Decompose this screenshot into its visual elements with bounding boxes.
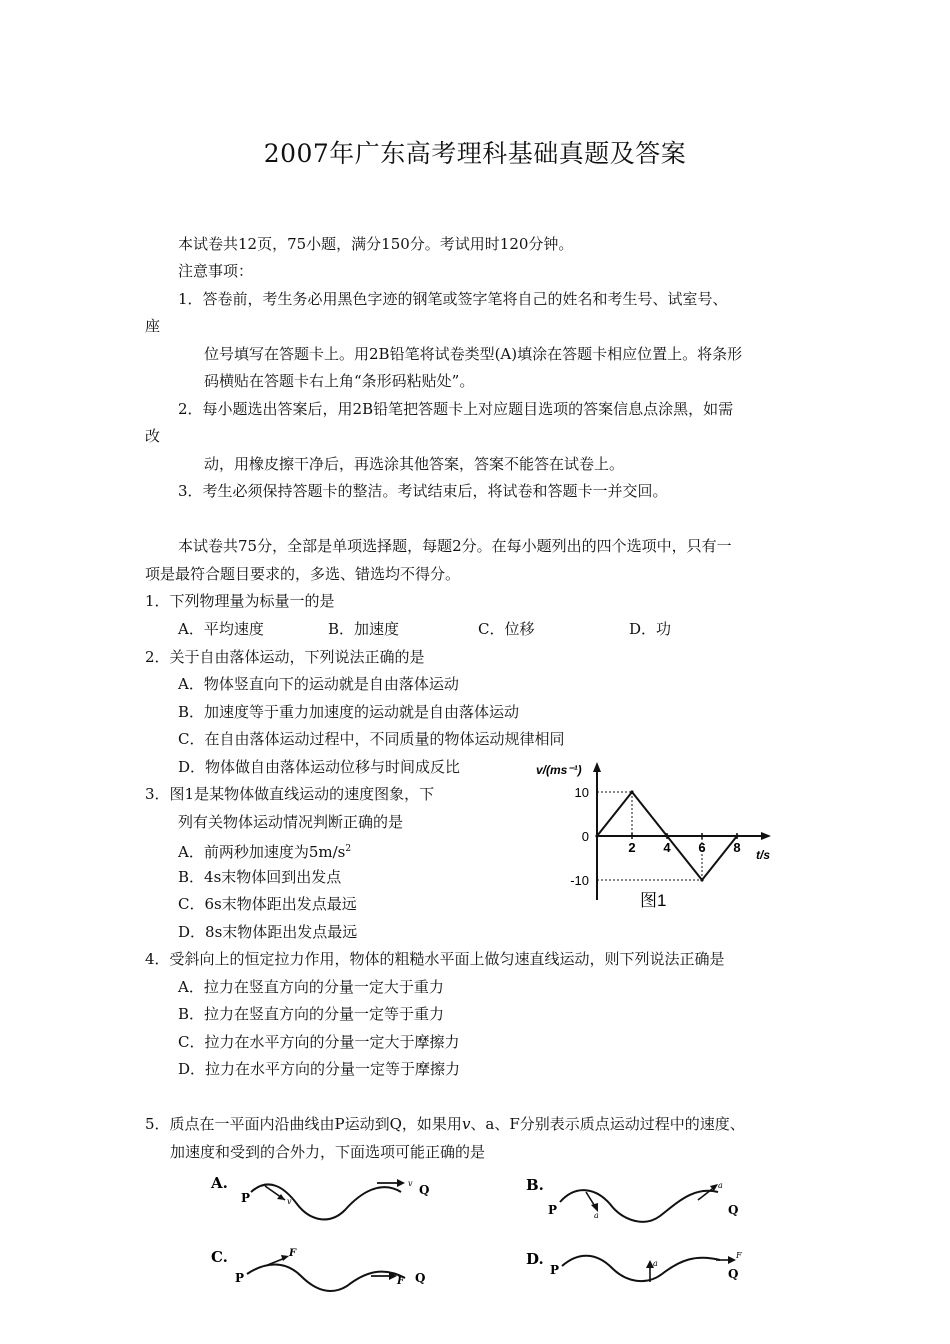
q2-stem: 2．关于自由落体运动，下列说法正确的是 bbox=[145, 648, 425, 666]
graph-axes bbox=[593, 762, 771, 900]
q5-stem-line-1 bbox=[145, 1114, 745, 1134]
x-axis-label: t/s bbox=[756, 848, 771, 862]
q4-option-d: D．拉力在水平方向的分量一定等于摩擦力 bbox=[178, 1060, 461, 1078]
point-q-label: Q bbox=[415, 1271, 426, 1285]
trajectory-curve bbox=[247, 1265, 405, 1291]
option-letter: A. bbox=[211, 1174, 228, 1192]
figure-caption: 图1 bbox=[640, 891, 667, 910]
q4-stem: 4．受斜向上的恒定拉力作用，物体的粗糙水平面上做匀速直线运动，则下列说法正确是 bbox=[145, 950, 725, 968]
arrowhead bbox=[281, 1255, 289, 1261]
x-tick-label: 2 bbox=[628, 840, 636, 855]
vector-label: F bbox=[397, 1276, 405, 1287]
point-p-label: P bbox=[235, 1271, 245, 1285]
q2-option-c: C．在自由落体运动过程中，不同质量的物体运动规律相同 bbox=[178, 730, 565, 748]
y-axis-arrowhead bbox=[593, 762, 601, 772]
q4-option-c: C．拉力在水平方向的分量一定大于摩擦力 bbox=[178, 1033, 460, 1051]
vector-label: v bbox=[408, 1179, 413, 1188]
vector-label: a bbox=[718, 1181, 723, 1190]
q3-option-a-text: A．前两秒加速度为5m/s bbox=[178, 843, 346, 861]
notice-1-line-c: 位号填写在答题卡上。用2B铅笔将试卷类型(A)填涂在答题卡相应位置上。将条形 bbox=[204, 345, 743, 363]
notice-2-line-a: 2．每小题选出答案后，用2B铅笔把答题卡上对应题目选项的答案信息点涂黑，如需 bbox=[178, 400, 734, 418]
y-axis-label: v/(ms⁻¹) bbox=[536, 763, 582, 777]
arrowhead bbox=[728, 1256, 736, 1264]
point-q-label: Q bbox=[419, 1183, 430, 1197]
q3-option-b: B．4s末物体回到出发点 bbox=[178, 868, 342, 886]
x-axis-arrowhead bbox=[761, 832, 771, 840]
option-letter: B. bbox=[526, 1176, 544, 1194]
q3-stem-line-1: 3．图1是某物体做直线运动的速度图象，下 bbox=[145, 785, 435, 803]
notice-2-line-c: 动，用橡皮擦干净后，再选涂其他答案，答案不能答在试卷上。 bbox=[204, 455, 625, 473]
q3-option-a-exponent: 2 bbox=[345, 844, 352, 854]
q2-option-a: A．物体竖直向下的运动就是自由落体运动 bbox=[178, 675, 459, 693]
notice-1-line-d: 码横贴在答题卡右上角“条形码粘贴处”。 bbox=[204, 372, 475, 390]
notice-heading: 注意事项： bbox=[178, 262, 254, 280]
y-tick-label: -10 bbox=[570, 873, 589, 888]
trajectory-curve bbox=[251, 1184, 401, 1219]
point-p-label: P bbox=[550, 1263, 560, 1277]
q3-option-a bbox=[178, 839, 351, 862]
notice-2-line-b: 改 bbox=[145, 427, 161, 445]
q1-option-c: C．位移 bbox=[478, 620, 535, 638]
q5-option-a-diagram bbox=[205, 1170, 445, 1236]
vector-label: F bbox=[289, 1248, 297, 1259]
notice-3-line: 3．考生必须保持答题卡的整洁。考试结束后，将试卷和答题卡一并交回。 bbox=[178, 482, 668, 500]
point-q-label: Q bbox=[728, 1203, 739, 1217]
y-tick-label: 0 bbox=[581, 829, 589, 844]
point-q-label: Q bbox=[728, 1267, 739, 1281]
q1-stem: 1．下列物理量为标量一的是 bbox=[145, 592, 335, 610]
vector-label: a bbox=[653, 1259, 658, 1268]
q1-option-b: B．加速度 bbox=[328, 620, 400, 638]
y-tick-label: 10 bbox=[574, 785, 589, 800]
vector-label: a bbox=[594, 1211, 599, 1220]
x-tick-label: 8 bbox=[733, 840, 741, 855]
q3-stem-line-2: 列有关物体运动情况判断正确的是 bbox=[178, 813, 404, 831]
figure-1-velocity-graph bbox=[528, 758, 788, 918]
vector-label: F bbox=[736, 1251, 742, 1260]
section-intro-line-1: 本试卷共75分，全部是单项选择题，每题2分。在每小题列出的四个选项中，只有一 bbox=[178, 537, 732, 555]
trajectory-curve bbox=[560, 1190, 718, 1222]
page-title: 2007年广东高考理科基础真题及答案 bbox=[263, 139, 687, 168]
option-letter: C. bbox=[211, 1248, 228, 1266]
notice-1-line-a: 1．答卷前，考生务必用黑色字迹的钢笔或签字笔将自己的姓名和考生号、试室号、 bbox=[178, 290, 728, 308]
q4-option-a: A．拉力在竖直方向的分量一定大于重力 bbox=[178, 978, 444, 996]
q5-stem-text-2: 、a、F分别表示质点运动过程中的速度、 bbox=[470, 1115, 745, 1133]
x-tick-label: 4 bbox=[663, 840, 671, 855]
velocity-data-point bbox=[665, 834, 668, 837]
velocity-data-point bbox=[735, 834, 738, 837]
q5-stem-line-2: 加速度和受到的合外力，下面选项可能正确的是 bbox=[170, 1143, 486, 1161]
q1-option-d: D．功 bbox=[629, 620, 672, 638]
arrowhead bbox=[397, 1179, 405, 1187]
velocity-data-point bbox=[630, 790, 633, 793]
velocity-data-point bbox=[700, 878, 703, 881]
q1-option-a: A．平均速度 bbox=[178, 620, 264, 638]
q5-option-d-diagram bbox=[520, 1244, 760, 1314]
velocity-data-point bbox=[595, 834, 598, 837]
velocity-graph-svg bbox=[528, 758, 788, 918]
q5-stem-text-1: 5．质点在一平面内沿曲线由P运动到Q，如果用 bbox=[145, 1115, 462, 1133]
point-p-label: P bbox=[241, 1191, 251, 1205]
q2-option-b: B．加速度等于重力加速度的运动就是自由落体运动 bbox=[178, 703, 520, 721]
q3-option-c: C．6s末物体距出发点最远 bbox=[178, 895, 357, 913]
q5-stem-v-symbol: v bbox=[461, 1115, 471, 1133]
point-p-label: P bbox=[548, 1203, 558, 1217]
x-tick-label: 6 bbox=[698, 840, 706, 855]
q4-option-b: B．拉力在竖直方向的分量一定等于重力 bbox=[178, 1005, 445, 1023]
section-intro-line-2: 项是最符合题目要求的，多选、错选均不得分。 bbox=[145, 565, 461, 583]
notice-1-line-b: 座 bbox=[145, 317, 161, 335]
q2-option-d: D．物体做自由落体运动位移与时间成反比 bbox=[178, 758, 461, 776]
trajectory-curve bbox=[562, 1256, 720, 1281]
q3-option-d: D．8s末物体距出发点最远 bbox=[178, 923, 358, 941]
vector-label: v bbox=[287, 1197, 292, 1206]
intro-line: 本试卷共12页，75小题，满分150分。考试用时120分钟。 bbox=[178, 235, 574, 253]
q5-option-c-diagram bbox=[205, 1244, 445, 1314]
q5-option-b-diagram bbox=[520, 1172, 760, 1238]
option-letter: D. bbox=[526, 1250, 544, 1268]
